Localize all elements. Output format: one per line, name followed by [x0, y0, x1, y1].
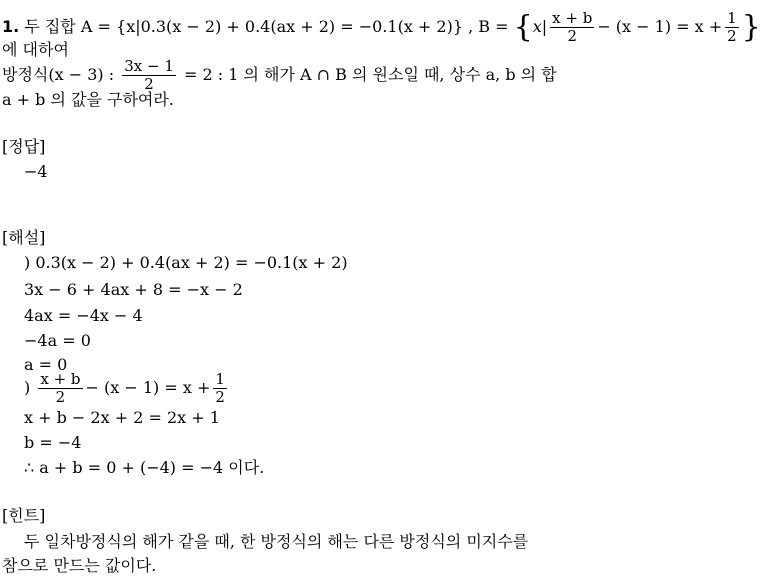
answer-header: [정답] — [2, 137, 46, 156]
question-number: 1. — [2, 17, 20, 36]
hint-header: [힌트] — [2, 506, 46, 525]
solution-header: [해설] — [2, 228, 46, 247]
solution-step-7: x + b − 2x + 2 = 2x + 1 — [24, 408, 220, 427]
question-line-3 — [2, 58, 557, 93]
step-6-mid: − (x − 1) = x + — [85, 378, 211, 397]
question-line-2: 에 대하여 — [2, 40, 69, 59]
step-6-fraction: $\frac{x + b}{2}$ — [40, 370, 81, 406]
solution-step-6 — [24, 371, 230, 406]
answer-value: −4 — [24, 162, 48, 181]
solution-step-5: a = 0 — [24, 355, 68, 374]
solution-step-2: 3x − 6 + 4ax + 8 = −x − 2 — [24, 280, 243, 299]
step-6-prefix: ) — [24, 378, 31, 397]
set-b-equation-mid: − (x − 1) = x + — [597, 17, 723, 36]
hint-line-2: 참으로 만드는 값이다. — [2, 556, 157, 575]
ratio-fraction: $\frac{3x - 1}{2}$ — [124, 57, 174, 93]
right-brace: } — [741, 9, 761, 45]
solution-step-9: ∴ a + b = 0 + (−4) = −4 이다. — [24, 458, 265, 477]
set-b-half-fraction: $\frac{1}{2}$ — [727, 9, 737, 45]
solution-step-1: ) 0.3(x − 2) + 0.4(ax + 2) = −0.1(x + 2) — [24, 253, 348, 272]
set-b-label: , B = — [468, 17, 509, 36]
question-line-4: a + b 의 값을 구하여라. — [2, 90, 174, 109]
solution-step-4: −4a = 0 — [24, 331, 91, 350]
solution-step-8: b = −4 — [24, 433, 82, 452]
step-6-half-fraction: $\frac{1}{2}$ — [215, 370, 225, 406]
question-line-1: 1. 두 집합 A = {x|0.3(x − 2) + 0.4(ax + 2) = −0.1(x + 2)} , B = {x| $\frac{x + b}{2}$ − (x − 1) = x + $\frac{1}{2}$ } — [2, 9, 761, 45]
set-b-fraction: $\frac{x + b}{2}$ — [552, 9, 593, 45]
solution-step-3: 4ax = −4x − 4 — [24, 306, 143, 325]
set-a-definition: A = {x|0.3(x − 2) + 0.4(ax + 2) = −0.1(x + 2)} — [80, 17, 464, 36]
question-prefix: 두 집합 — [24, 17, 76, 36]
ratio-equation-suffix: = 2 : 1 의 해가 A ∩ B 의 원소일 때, 상수 a, b 의 합 — [183, 65, 557, 84]
ratio-equation-prefix: 방정식(x − 3) : — [2, 65, 115, 84]
hint-line-1: 두 일차방정식의 해가 같을 때, 한 방정식의 해는 다른 방정식의 미지수를 — [24, 532, 529, 551]
left-brace: { — [513, 9, 533, 45]
